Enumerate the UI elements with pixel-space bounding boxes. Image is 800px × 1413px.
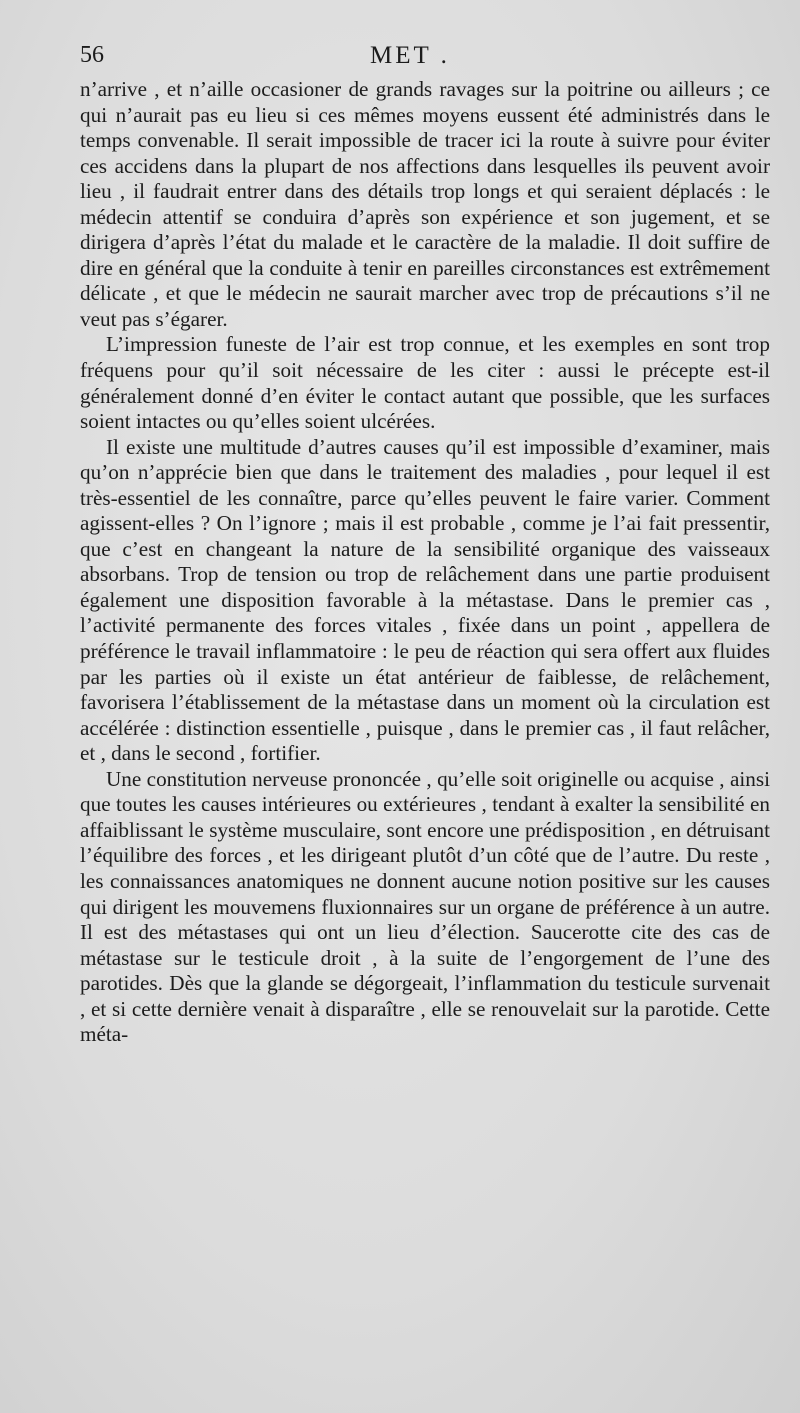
paragraph-3: Il existe une multitude d’autres causes qu’il est impossible d’examiner, mais qu’on n’apprécie bien que dans le traitement des maladies , pour lequel il est très-essentiel de les connaître, parce qu’elles peuvent le faire varier. Comment agissent-elles ? On l’ignore ; mais il est probable , comme je l’ai fait pressentir, que c’est en changeant la nature de la sensibilité organique des vaisseaux absorbans. Trop de tension ou trop de relâchement dans une partie produisent également une disposition favorable à la métastase. Dans le premier cas , l’activité permanente des forces vitales , fixée dans un point , appellera de préférence le travail inflammatoire : le peu de réaction qui sera offert aux fluides par les parties où il existe un état antérieur de faiblesse, de relâchement, favorisera l’établissement de la métastase dans un moment où la circulation est accélérée : distinction essentielle , puisque , dans le premier cas , il faut relâcher, et , dans le second , fortifier. — [80, 434, 770, 766]
page-header — [80, 42, 770, 78]
paragraph-2: L’impression funeste de l’air est trop connue, et les exemples en sont trop fréquens pour qu’il soit nécessaire de les citer : aussi le précepte est-il généralement donné d’en éviter le contact autant que possible, que les surfaces soient intactes ou qu’elles soient ulcérées. — [80, 332, 770, 434]
paragraph-1: n’arrive , et n’aille occasioner de grands ravages sur la poitrine ou ailleurs ; ce qui n’aurait pas eu lieu si ces mêmes moyens eussent été administrés dans le temps convenable. Il serait impossible de tracer ici la route à suivre pour éviter ces accidens dans la plupart de nos affections dans lesquelles ils peuvent avoir lieu , il faudrait entrer dans des détails trop longs et qui seraient déplacés : le médecin attentif se conduira d’après son expérience et son jugement, et se dirigera d’après l’état du malade et le caractère de la maladie. Il doit suffire de dire en général que la conduite à tenir en pareilles circonstances est extrêmement délicate , et que le médecin ne saurait marcher avec trop de précautions s’il ne veut pas s’égarer. — [80, 77, 770, 331]
page-number: 56 — [80, 42, 104, 68]
body-text — [80, 77, 770, 1048]
paragraph-4: Une constitution nerveuse prononcée , qu’elle soit originelle ou acquise , ainsi que toutes les causes intérieures ou extérieures , tendant à exalter la sensibilité en affaiblissant le système musculaire, sont encore une prédisposition , en détruisant l’équilibre des forces , et les dirigeant plutôt d’un côté que de l’autre. Du reste , les connaissances anatomiques ne donnent aucune notion positive sur les causes qui dirigent les mouvemens fluxionnaires sur un organe de préférence à un autre. Il est des métastases qui ont un lieu d’élection. Saucerotte cite des cas de métastase sur le testicule droit , à la suite de l’engorgement de l’une des parotides. Dès que la glande se dégorgeait, l’inflammation du testicule survenait , et si cette dernière venait à disparaître , elle se renouvelait sur la parotide. Cette méta- — [80, 766, 770, 1047]
running-head: MET . — [370, 42, 450, 69]
